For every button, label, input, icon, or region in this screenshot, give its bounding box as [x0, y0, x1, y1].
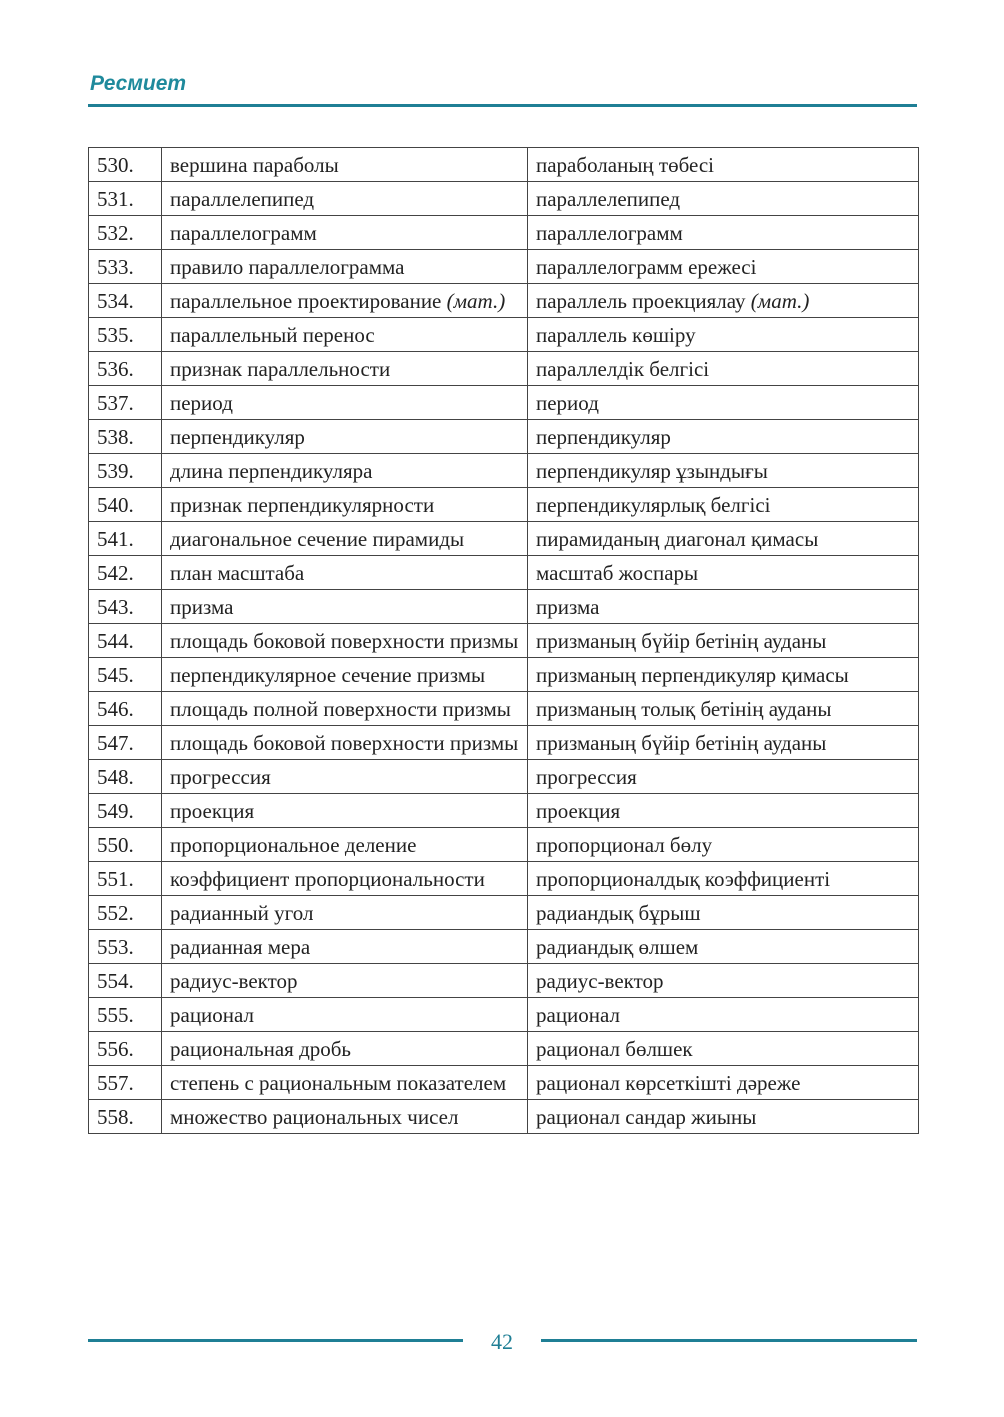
- term-kazakh-cell: [528, 556, 919, 590]
- term-number: 532.: [89, 216, 162, 250]
- term-russian: проекция: [170, 799, 255, 823]
- table-row: [89, 658, 919, 692]
- term-kazakh-cell: [528, 216, 919, 250]
- term-kazakh-cell: [528, 590, 919, 624]
- term-number: 541.: [89, 522, 162, 556]
- table-row: [89, 556, 919, 590]
- page-number: 42: [491, 1329, 513, 1354]
- term-russian: площадь боковой поверхности призмы: [170, 629, 519, 653]
- term-russian: радианный угол: [170, 901, 314, 925]
- term-number: 548.: [89, 760, 162, 794]
- table-row: [89, 1032, 919, 1066]
- term-russian: правило параллелограмма: [170, 255, 405, 279]
- table-row: [89, 692, 919, 726]
- term-russian-cell: [162, 828, 528, 862]
- table-row: [89, 1066, 919, 1100]
- term-kazakh: радиандық өлшем: [536, 935, 699, 959]
- term-russian-cell: [162, 284, 528, 318]
- table-row: [89, 1100, 919, 1134]
- term-russian: площадь боковой поверхности призмы: [170, 731, 519, 755]
- term-number: 550.: [89, 828, 162, 862]
- term-kazakh: параллелограмм ережесі: [536, 255, 757, 279]
- term-kazakh-cell: [528, 386, 919, 420]
- table-row: [89, 182, 919, 216]
- term-kazakh: параллелепипед: [536, 187, 681, 211]
- term-russian-cell: [162, 148, 528, 182]
- header-divider: [88, 104, 917, 107]
- term-russian-cell: [162, 420, 528, 454]
- term-kazakh: перпендикуляр ұзындығы: [536, 459, 768, 483]
- term-russian: параллельное проектирование: [170, 289, 442, 313]
- table-row: [89, 998, 919, 1032]
- term-russian-cell: [162, 1066, 528, 1100]
- term-number: 535.: [89, 318, 162, 352]
- term-kazakh: призманың бүйір бетінің ауданы: [536, 629, 827, 653]
- term-kazakh: параллелдік белгісі: [536, 357, 710, 381]
- term-kazakh-cell: [528, 1100, 919, 1134]
- term-kazakh: пропорционал бөлу: [536, 833, 713, 857]
- table-row: [89, 760, 919, 794]
- term-kazakh-cell: [528, 794, 919, 828]
- term-number: 542.: [89, 556, 162, 590]
- term-kazakh: период: [536, 391, 599, 415]
- term-kazakh-cell: [528, 522, 919, 556]
- term-kazakh-cell: [528, 692, 919, 726]
- term-russian-cell: [162, 182, 528, 216]
- footer-divider-left: [88, 1339, 463, 1342]
- term-russian: длина перпендикуляра: [170, 459, 373, 483]
- term-kazakh: параллелограмм: [536, 221, 683, 245]
- term-number: 544.: [89, 624, 162, 658]
- table-row: [89, 284, 919, 318]
- table-row: [89, 964, 919, 998]
- glossary-body: [89, 148, 919, 1134]
- term-kazakh: радиус-вектор: [536, 969, 664, 993]
- term-russian-cell: [162, 624, 528, 658]
- term-number: 557.: [89, 1066, 162, 1100]
- term-russian-cell: [162, 1100, 528, 1134]
- term-russian-note: (мат.): [446, 289, 506, 313]
- term-russian: множество рациональных чисел: [170, 1105, 459, 1129]
- term-russian: параллельный перенос: [170, 323, 375, 347]
- term-russian: призма: [170, 595, 234, 619]
- term-russian-cell: [162, 930, 528, 964]
- term-russian: степень с рациональным показателем: [170, 1071, 507, 1095]
- term-number: 547.: [89, 726, 162, 760]
- term-number: 540.: [89, 488, 162, 522]
- term-russian: прогрессия: [170, 765, 271, 789]
- term-number: 534.: [89, 284, 162, 318]
- term-number: 530.: [89, 148, 162, 182]
- term-russian-cell: [162, 488, 528, 522]
- term-kazakh: параллель көшіру: [536, 323, 696, 347]
- term-russian: перпендикуляр: [170, 425, 305, 449]
- term-russian: пропорциональное деление: [170, 833, 417, 857]
- term-russian-cell: [162, 556, 528, 590]
- term-number: 554.: [89, 964, 162, 998]
- term-russian-cell: [162, 998, 528, 1032]
- term-kazakh: проекция: [536, 799, 621, 823]
- term-kazakh-cell: [528, 760, 919, 794]
- term-russian-cell: [162, 250, 528, 284]
- table-row: [89, 250, 919, 284]
- term-russian-cell: [162, 216, 528, 250]
- term-kazakh: призманың перпендикуляр қимасы: [536, 663, 849, 687]
- table-row: [89, 386, 919, 420]
- term-russian-cell: [162, 522, 528, 556]
- table-row: [89, 794, 919, 828]
- term-russian: период: [170, 391, 233, 415]
- term-russian-cell: [162, 862, 528, 896]
- footer-divider-right: [541, 1339, 917, 1342]
- term-kazakh-cell: [528, 896, 919, 930]
- table-row: [89, 896, 919, 930]
- term-kazakh-cell: [528, 182, 919, 216]
- term-kazakh-cell: [528, 930, 919, 964]
- term-kazakh-cell: [528, 624, 919, 658]
- term-russian: параллелепипед: [170, 187, 315, 211]
- term-russian-cell: [162, 352, 528, 386]
- term-kazakh-cell: [528, 454, 919, 488]
- term-kazakh-note: (мат.): [750, 289, 810, 313]
- term-number: 531.: [89, 182, 162, 216]
- term-number: 551.: [89, 862, 162, 896]
- term-russian-cell: [162, 760, 528, 794]
- table-row: [89, 216, 919, 250]
- term-russian: радиус-вектор: [170, 969, 298, 993]
- term-kazakh-cell: [528, 148, 919, 182]
- term-russian-cell: [162, 454, 528, 488]
- table-row: [89, 624, 919, 658]
- term-russian: диагональное сечение пирамиды: [170, 527, 465, 551]
- term-russian: параллелограмм: [170, 221, 317, 245]
- term-kazakh-cell: [528, 488, 919, 522]
- table-row: [89, 930, 919, 964]
- term-kazakh-cell: [528, 828, 919, 862]
- term-kazakh: параллель проекциялау: [536, 289, 746, 313]
- term-kazakh: масштаб жоспары: [536, 561, 699, 585]
- term-number: 546.: [89, 692, 162, 726]
- running-header-title: Ресмиет: [90, 72, 187, 95]
- term-russian-cell: [162, 386, 528, 420]
- table-row: [89, 318, 919, 352]
- term-kazakh-cell: [528, 250, 919, 284]
- term-number: 555.: [89, 998, 162, 1032]
- term-number: 533.: [89, 250, 162, 284]
- table-row: [89, 726, 919, 760]
- term-kazakh: призманың бүйір бетінің ауданы: [536, 731, 827, 755]
- term-number: 549.: [89, 794, 162, 828]
- term-kazakh: призманың толық бетінің ауданы: [536, 697, 832, 721]
- term-number: 539.: [89, 454, 162, 488]
- table-row: [89, 148, 919, 182]
- term-kazakh-cell: [528, 420, 919, 454]
- term-kazakh: призма: [536, 595, 600, 619]
- term-number: 556.: [89, 1032, 162, 1066]
- term-number: 538.: [89, 420, 162, 454]
- term-russian: план масштаба: [170, 561, 305, 585]
- table-row: [89, 454, 919, 488]
- term-russian: коэффициент пропорциональности: [170, 867, 485, 891]
- term-number: 543.: [89, 590, 162, 624]
- table-row: [89, 828, 919, 862]
- term-russian-cell: [162, 318, 528, 352]
- term-kazakh: пирамиданың диагонал қимасы: [536, 527, 819, 551]
- term-number: 553.: [89, 930, 162, 964]
- term-kazakh-cell: [528, 998, 919, 1032]
- term-russian: перпендикулярное сечение призмы: [170, 663, 486, 687]
- term-kazakh-cell: [528, 318, 919, 352]
- term-kazakh: перпендикулярлық белгісі: [536, 493, 771, 517]
- term-kazakh: рационал сандар жиыны: [536, 1105, 757, 1129]
- table-row: [89, 488, 919, 522]
- term-kazakh-cell: [528, 862, 919, 896]
- term-russian-cell: [162, 692, 528, 726]
- term-russian: вершина параболы: [170, 153, 339, 177]
- term-kazakh: радиандық бұрыш: [536, 901, 701, 925]
- table-row: [89, 590, 919, 624]
- term-russian: признак перпендикулярности: [170, 493, 435, 517]
- term-kazakh-cell: [528, 1032, 919, 1066]
- term-kazakh-cell: [528, 964, 919, 998]
- term-number: 558.: [89, 1100, 162, 1134]
- term-russian-cell: [162, 726, 528, 760]
- term-russian: рационал: [170, 1003, 255, 1027]
- term-russian-cell: [162, 896, 528, 930]
- term-russian: рациональная дробь: [170, 1037, 352, 1061]
- term-russian-cell: [162, 1032, 528, 1066]
- term-russian-cell: [162, 658, 528, 692]
- term-number: 537.: [89, 386, 162, 420]
- table-row: [89, 420, 919, 454]
- term-kazakh: перпендикуляр: [536, 425, 671, 449]
- term-kazakh: рационал бөлшек: [536, 1037, 693, 1061]
- term-russian: признак параллельности: [170, 357, 391, 381]
- term-russian: радианная мера: [170, 935, 311, 959]
- term-russian: площадь полной поверхности призмы: [170, 697, 511, 721]
- term-kazakh-cell: [528, 1066, 919, 1100]
- term-russian-cell: [162, 590, 528, 624]
- term-kazakh: пропорционалдық коэффициенті: [536, 867, 831, 891]
- table-row: [89, 862, 919, 896]
- term-number: 536.: [89, 352, 162, 386]
- term-kazakh-cell: [528, 658, 919, 692]
- term-kazakh-cell: [528, 352, 919, 386]
- term-kazakh: рационал көрсеткішті дәреже: [536, 1071, 801, 1095]
- table-row: [89, 522, 919, 556]
- term-kazakh-cell: [528, 284, 919, 318]
- term-russian-cell: [162, 964, 528, 998]
- term-number: 545.: [89, 658, 162, 692]
- term-kazakh-cell: [528, 726, 919, 760]
- glossary-table: [88, 147, 919, 1134]
- term-russian-cell: [162, 794, 528, 828]
- term-kazakh: рационал: [536, 1003, 621, 1027]
- term-kazakh: параболаның төбесі: [536, 153, 715, 177]
- term-number: 552.: [89, 896, 162, 930]
- table-row: [89, 352, 919, 386]
- term-kazakh: прогрессия: [536, 765, 637, 789]
